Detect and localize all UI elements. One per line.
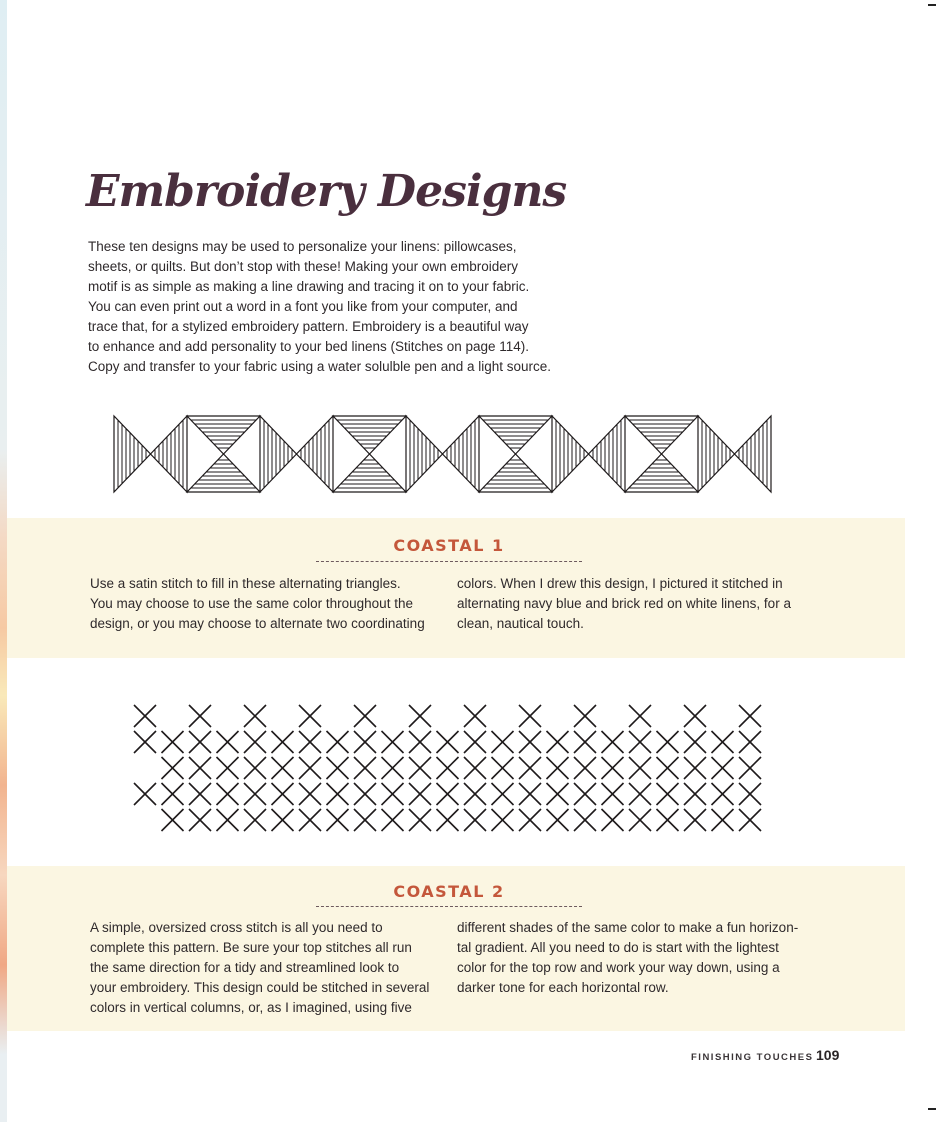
- cross-stitch: [354, 809, 376, 831]
- cross-stitch: [327, 757, 349, 779]
- coastal-1-triangle-pattern: [112, 414, 776, 494]
- cross-stitch: [602, 757, 624, 779]
- cross-stitch: [162, 757, 184, 779]
- intro-line: to enhance and add personality to your bed linens (Stitches on page 114).: [88, 339, 530, 354]
- cross-stitch: [272, 809, 294, 831]
- triangle-right: [589, 416, 626, 492]
- intro-line: trace that, for a stylized embroidery pattern. Embroidery is a beautiful way: [88, 319, 529, 334]
- cross-stitch: [739, 809, 761, 831]
- cross-stitch: [629, 809, 651, 831]
- cross-stitch: [519, 809, 541, 831]
- cross-stitch: [409, 731, 431, 753]
- cross-stitch: [492, 731, 514, 753]
- coastal-1-left-column: [90, 574, 425, 634]
- cross-stitch: [657, 757, 679, 779]
- cross-stitch: [189, 731, 211, 753]
- cross-stitch: [684, 783, 706, 805]
- cross-stitch: [629, 757, 651, 779]
- page-title: Embroidery Designs: [86, 166, 567, 217]
- cross-stitch: [437, 783, 459, 805]
- cross-stitch: [464, 809, 486, 831]
- section-title-coastal-2: COASTAL 2: [393, 882, 505, 901]
- cross-stitch: [464, 783, 486, 805]
- triangle-left: [406, 416, 443, 492]
- cross-stitch: [272, 731, 294, 753]
- triangle-left: [114, 416, 151, 492]
- cross-stitch: [409, 809, 431, 831]
- cross-stitch: [134, 731, 156, 753]
- cross-stitch: [299, 783, 321, 805]
- cross-stitch: [602, 731, 624, 753]
- body-line: You may choose to use the same color throughout the: [90, 596, 413, 611]
- intro-line: Copy and transfer to your fabric using a water solulble pen and a light source.: [88, 359, 552, 374]
- cross-stitch: [217, 757, 239, 779]
- cross-stitch: [712, 757, 734, 779]
- cross-stitch: [739, 705, 761, 727]
- cross-stitch: [162, 809, 184, 831]
- cross-stitch: [382, 731, 404, 753]
- cross-stitch: [739, 757, 761, 779]
- cross-stitch: [602, 809, 624, 831]
- triangle-right: [151, 416, 188, 492]
- cross-stitch: [519, 705, 541, 727]
- cross-stitch: [354, 757, 376, 779]
- cross-stitch: [574, 809, 596, 831]
- cross-stitch: [162, 731, 184, 753]
- cross-stitch: [657, 783, 679, 805]
- cross-stitch: [464, 705, 486, 727]
- cross-stitch: [547, 757, 569, 779]
- cross-stitch: [492, 809, 514, 831]
- cross-stitch: [189, 757, 211, 779]
- cross-stitch: [739, 783, 761, 805]
- body-line: different shades of the same color to make a fun horizon-: [457, 920, 799, 935]
- body-line: A simple, oversized cross stitch is all you need to: [90, 920, 383, 935]
- body-line: colors in vertical columns, or, as I imagined, using five: [90, 1000, 412, 1015]
- cross-stitch: [574, 731, 596, 753]
- running-head: FINISHING TOUCHES: [691, 1052, 814, 1063]
- cross-stitch: [354, 731, 376, 753]
- cross-stitch: [162, 783, 184, 805]
- body-line: your embroidery. This design could be stitched in several: [90, 980, 430, 995]
- cross-stitch: [272, 783, 294, 805]
- intro-line: You can even print out a word in a font you like from your computer, and: [88, 299, 518, 314]
- cross-stitch: [519, 757, 541, 779]
- body-line: colors. When I drew this design, I pictured it stitched in: [457, 576, 783, 591]
- cross-stitch: [244, 783, 266, 805]
- cross-stitch: [574, 705, 596, 727]
- cross-stitch: [437, 757, 459, 779]
- cross-stitch: [327, 809, 349, 831]
- cross-stitch: [657, 809, 679, 831]
- triangle-left: [698, 416, 735, 492]
- cross-stitch: [464, 731, 486, 753]
- cross-stitch: [272, 757, 294, 779]
- cross-stitch: [244, 731, 266, 753]
- cross-stitch: [217, 731, 239, 753]
- section-divider: [316, 906, 582, 907]
- page-edge-strip: [0, 0, 7, 1122]
- cross-stitch: [657, 731, 679, 753]
- cross-stitch: [602, 783, 624, 805]
- cross-stitch: [382, 757, 404, 779]
- cross-stitch: [629, 705, 651, 727]
- cross-stitch: [464, 757, 486, 779]
- body-line: the same direction for a tidy and streamlined look to: [90, 960, 400, 975]
- cross-stitch: [244, 809, 266, 831]
- crop-mark: [928, 4, 936, 6]
- cross-stitch: [244, 757, 266, 779]
- page-number: 109: [816, 1047, 840, 1063]
- section-title-coastal-1: COASTAL 1: [393, 536, 505, 555]
- cross-stitch: [547, 783, 569, 805]
- cross-stitch: [189, 705, 211, 727]
- cross-stitch: [712, 731, 734, 753]
- triangle-left: [552, 416, 589, 492]
- cross-stitch: [629, 731, 651, 753]
- cross-stitch: [437, 731, 459, 753]
- cross-stitch: [299, 731, 321, 753]
- cross-stitch: [519, 783, 541, 805]
- body-line: design, or you may choose to alternate two coordinating: [90, 616, 425, 631]
- body-line: Use a satin stitch to fill in these alternating triangles.: [90, 576, 401, 591]
- cross-stitch: [409, 705, 431, 727]
- cross-stitch: [189, 809, 211, 831]
- cross-stitch: [684, 705, 706, 727]
- cross-stitch: [382, 783, 404, 805]
- cross-stitch: [519, 731, 541, 753]
- cross-stitch: [492, 757, 514, 779]
- cross-stitch: [134, 783, 156, 805]
- body-line: alternating navy blue and brick red on white linens, for a: [457, 596, 791, 611]
- cross-stitch: [409, 757, 431, 779]
- triangle-left: [260, 416, 297, 492]
- body-line: tal gradient. All you need to do is start with the lightest: [457, 940, 779, 955]
- cross-stitch: [437, 809, 459, 831]
- cross-stitch: [684, 731, 706, 753]
- cross-stitch: [574, 783, 596, 805]
- cross-stitch: [547, 731, 569, 753]
- cross-stitch: [217, 783, 239, 805]
- cross-stitch: [189, 783, 211, 805]
- coastal-1-right-column: [457, 574, 791, 634]
- body-line: darker tone for each horizontal row.: [457, 980, 669, 995]
- intro-paragraph: [88, 237, 558, 377]
- triangle-right: [297, 416, 334, 492]
- crop-mark: [928, 1108, 936, 1110]
- cross-stitch: [492, 783, 514, 805]
- cross-stitch: [327, 731, 349, 753]
- triangle-right: [443, 416, 480, 492]
- body-line: color for the top row and work your way down, using a: [457, 960, 780, 975]
- section-divider: [316, 561, 582, 562]
- body-line: clean, nautical touch.: [457, 616, 584, 631]
- cross-stitch: [712, 783, 734, 805]
- cross-stitch: [409, 783, 431, 805]
- coastal-2-cross-stitch-pattern: [128, 700, 768, 844]
- cross-stitch: [217, 809, 239, 831]
- cross-stitch: [712, 809, 734, 831]
- cross-stitch: [299, 757, 321, 779]
- intro-line: motif is as simple as making a line drawing and tracing it on to your fabric.: [88, 279, 530, 294]
- cross-stitch: [629, 783, 651, 805]
- coastal-2-right-column: [457, 918, 798, 998]
- cross-stitch: [354, 783, 376, 805]
- body-line: complete this pattern. Be sure your top stitches all run: [90, 940, 412, 955]
- cross-stitch: [684, 809, 706, 831]
- cross-stitch: [244, 705, 266, 727]
- cross-stitch: [684, 757, 706, 779]
- triangle-right: [735, 416, 772, 492]
- coastal-2-left-column: [90, 918, 429, 1018]
- intro-line: sheets, or quilts. But don’t stop with these! Making your own embroidery: [88, 259, 518, 274]
- cross-stitch: [134, 705, 156, 727]
- cross-stitch: [299, 809, 321, 831]
- cross-stitch: [739, 731, 761, 753]
- cross-stitch: [574, 757, 596, 779]
- cross-stitch: [327, 783, 349, 805]
- cross-stitch: [547, 809, 569, 831]
- intro-line: These ten designs may be used to personalize your linens: pillowcases,: [88, 239, 517, 254]
- cross-stitch: [299, 705, 321, 727]
- cross-stitch: [382, 809, 404, 831]
- cross-stitch: [354, 705, 376, 727]
